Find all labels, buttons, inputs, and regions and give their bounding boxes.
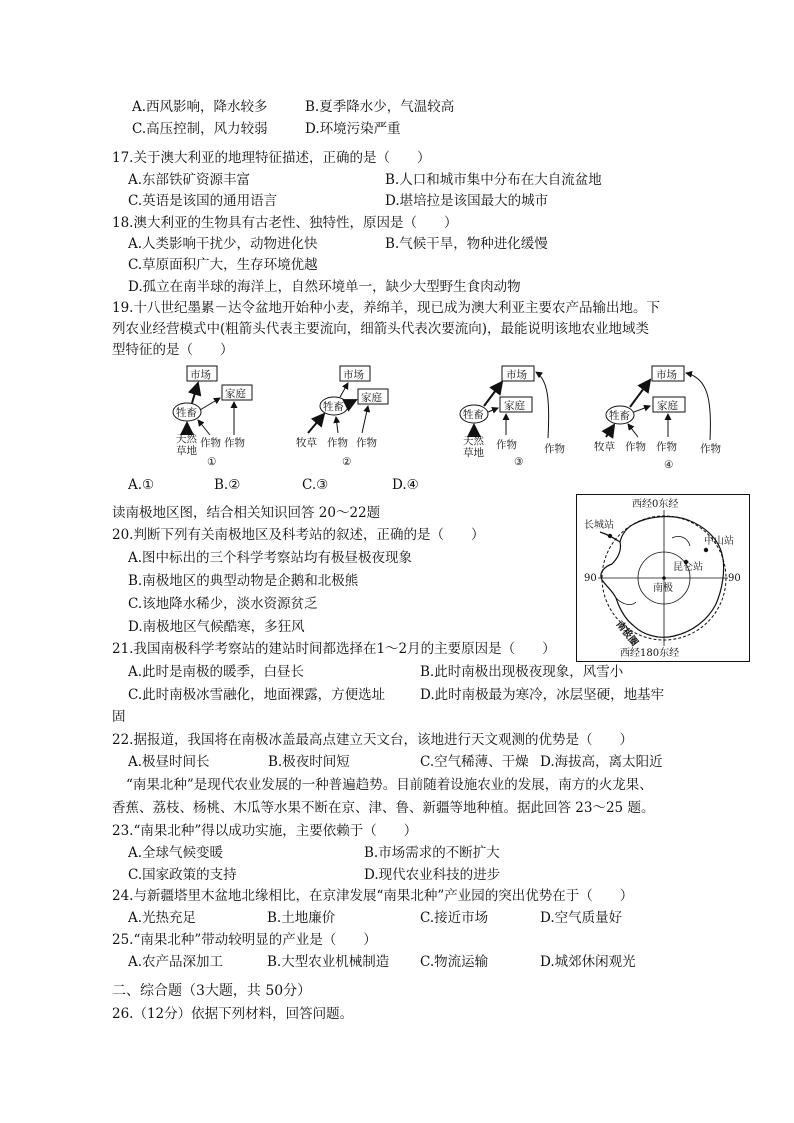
q19-stem-line1: 19.十八世纪墨累－达令盆地开始种小麦，养绵羊，现已成为澳大利亚主要农产品输出地。下 [112, 300, 660, 316]
q23-option-d: D.现代农业科技的进步 [364, 867, 501, 883]
map-bottom-label: 西经180东经 [620, 648, 680, 659]
q19-stem-line3: 型特征的是（ ） [112, 342, 234, 358]
diagram-4 [594, 366, 721, 470]
q22-stem: 22.据报道，我国将在南极冰盖最高点建立天文台，该地进行天文观测的优势是（ ） [112, 732, 633, 748]
q25-option-c: C.物流运输 [420, 954, 489, 970]
d1-crops-b: 作物 [224, 437, 245, 449]
q19-option-d: D.④ [392, 477, 419, 493]
q19-option-c: C.③ [302, 477, 329, 493]
d4-pasture: 牧草 [594, 441, 615, 453]
q18-option-c: C.草原面积广大，生存环境优越 [128, 257, 318, 273]
q24-option-d: D.空气质量好 [540, 910, 623, 926]
d3-livestock-label: 牲畜 [463, 409, 484, 421]
q17-stem: 17.关于澳大利亚的地理特征描述，正确的是（ ） [112, 150, 431, 166]
d4-family-label: 家庭 [657, 400, 678, 412]
d2-crops-a: 作物 [327, 437, 348, 449]
d3-crops-b: 作物 [544, 443, 565, 455]
d4-market-label: 市场 [656, 369, 677, 381]
d4-crops-b: 作物 [656, 441, 677, 453]
d2-livestock-label: 牲畜 [323, 401, 344, 413]
q24-option-c: C.接近市场 [420, 910, 489, 926]
d2-crops-b: 作物 [356, 437, 377, 449]
q19-option-a: A.① [128, 477, 155, 493]
d3-natural-2: 草地 [463, 447, 484, 459]
q23-stem: 23.“南果北种”得以成功实施，主要依赖于（ ） [112, 823, 418, 839]
d1-market-label: 市场 [190, 369, 211, 381]
great-wall-station-label: 长城站 [584, 520, 614, 531]
q24-option-b: B.土地廉价 [267, 910, 336, 926]
antarctic-circle-label: 南极圈 [613, 619, 640, 649]
q16-option-b: B.夏季降水少，气温较高 [305, 99, 455, 115]
q25-option-b: B.大型农业机械制造 [267, 954, 390, 970]
q21-option-b: B.此时南极出现极夜现象，风雪小 [420, 664, 624, 680]
d2-pasture: 牧草 [296, 437, 317, 449]
south-pole-label: 南极 [653, 583, 673, 594]
q23-option-c: C.国家政策的支持 [128, 867, 237, 883]
q16-option-d: D.环境污染严重 [305, 121, 401, 137]
q21-option-c: C.此时南极冰雪融化，地面裸露，方便选址 [128, 687, 386, 703]
q20-option-b: B.南极地区的典型动物是企鹅和北极熊 [128, 573, 359, 589]
q22-option-c: C.空气稀薄、干燥 [420, 754, 529, 770]
zhongshan-station-label: 中山站 [704, 536, 734, 547]
q16-option-a: A.西风影响，降水较多 [132, 99, 268, 115]
q16-option-c: C.高压控制，风力较弱 [132, 121, 268, 137]
d1-family-label: 家庭 [225, 388, 246, 400]
q25-stem: 25.“南果北种”带动较明显的产业是（ ） [112, 932, 377, 948]
d3-crops-a: 作物 [496, 439, 517, 451]
map-left-label: 90 [584, 573, 597, 584]
d4-crops-a: 作物 [625, 441, 646, 453]
q20-option-c: C.该地降水稀少，淡水资源贫乏 [128, 596, 318, 612]
q18-stem: 18.澳大利亚的生物具有古老性、独特性，原因是（ ） [112, 215, 458, 231]
q24-option-a: A.光热充足 [128, 910, 197, 926]
q21-option-a: A.此时是南极的暖季，白昼长 [128, 664, 305, 680]
q20-stem: 20.判断下列有关南极地区及科考站的叙述，正确的是（ ） [112, 527, 485, 543]
diagram-3 [460, 366, 565, 468]
antarctic-map [576, 494, 750, 662]
q24-stem: 24.与新疆塔里木盆地北缘相比，在京津发展“南果北种”产业园的突出优势在于（ ） [112, 888, 634, 904]
q22-option-d: D.海拔高，离太阳近 [540, 754, 663, 770]
q21-stem: 21.我国南极科学考察站的建站时间都选择在1～2月的主要原因是（ ） [112, 641, 556, 657]
d2-market-label: 市场 [343, 369, 364, 381]
d1-livestock-label: 牲畜 [176, 407, 197, 419]
map-intro: 读南极地区图，结合相关知识回答 20～22题 [112, 505, 381, 521]
q22-option-b: B.极夜时间短 [268, 754, 350, 770]
d1-number: ① [207, 456, 217, 468]
q23-option-b: B.市场需求的不断扩大 [364, 845, 500, 861]
q20-option-d: D.南极地区气候酷寒，多狂风 [128, 619, 305, 635]
q18-option-d: D.孤立在南半球的海洋上，自然环境单一，缺少大型野生食肉动物 [128, 279, 521, 295]
q17-option-b: B.人口和城市集中分布在大自流盆地 [385, 172, 602, 188]
d1-natural-2: 草地 [176, 445, 197, 457]
kunlun-station-label: 昆仑站 [673, 562, 703, 573]
q19-stem-line2: 列农业经营模式中(粗箭头代表主要流向，细箭头代表次要流向)，最能说明该地农业地域类 [112, 321, 650, 337]
diagram-2 [296, 366, 388, 468]
q22-option-a: A.极昼时间长 [128, 754, 210, 770]
q21-option-d-continued: 固 [112, 709, 126, 725]
d1-natural-1: 天然 [176, 433, 197, 445]
q26-stem: 26.（12分）依据下列材料，回答问题。 [112, 1006, 354, 1022]
q19-option-b: B.② [214, 477, 241, 493]
d3-number: ③ [514, 456, 524, 468]
map-top-label: 西经0东经 [632, 499, 679, 510]
passage-line2: 香蕉、荔枝、杨桃、木瓜等水果不断在京、津、鲁、新疆等地种植。据此回答 23～25 题。 [112, 800, 655, 816]
d3-family-label: 家庭 [504, 400, 525, 412]
q25-option-d: D.城郊休闲观光 [540, 954, 636, 970]
d2-family-label: 家庭 [361, 392, 382, 404]
d3-natural-1: 天然 [463, 435, 484, 447]
section-2-heading: 二、综合题（3大题，共 50分） [112, 983, 312, 999]
d4-number: ④ [664, 459, 674, 470]
d4-livestock-label: 牲畜 [609, 410, 630, 422]
q17-option-a: A.东部铁矿资源丰富 [128, 172, 251, 188]
q19-farming-diagrams [110, 360, 730, 470]
q18-option-a: A.人类影响干扰少，动物进化快 [128, 236, 318, 252]
q21-option-d: D.此时南极最为寒冷，冰层坚硬，地基牢 [420, 687, 665, 703]
d4-crops-c: 作物 [700, 443, 721, 455]
passage-line1: “南果北种”是现代农业发展的一种普遍趋势。目前随着设施农业的发展，南方的火龙果、 [126, 777, 653, 793]
d2-number: ② [342, 456, 352, 468]
d3-market-label: 市场 [506, 369, 527, 381]
q25-option-a: A.农产品深加工 [128, 954, 224, 970]
map-right-label: 90 [728, 573, 741, 584]
q17-option-d: D.堪培拉是该国最大的城市 [385, 193, 549, 209]
diagram-1 [173, 366, 252, 468]
d1-crops-a: 作物 [200, 437, 221, 449]
q17-option-c: C.英语是该国的通用语言 [128, 193, 278, 209]
q23-option-a: A.全球气候变暖 [128, 845, 224, 861]
q18-option-b: B.气候干旱，物种进化缓慢 [385, 236, 548, 252]
q20-option-a: A.图中标出的三个科学考察站均有极昼极夜现象 [128, 550, 413, 566]
